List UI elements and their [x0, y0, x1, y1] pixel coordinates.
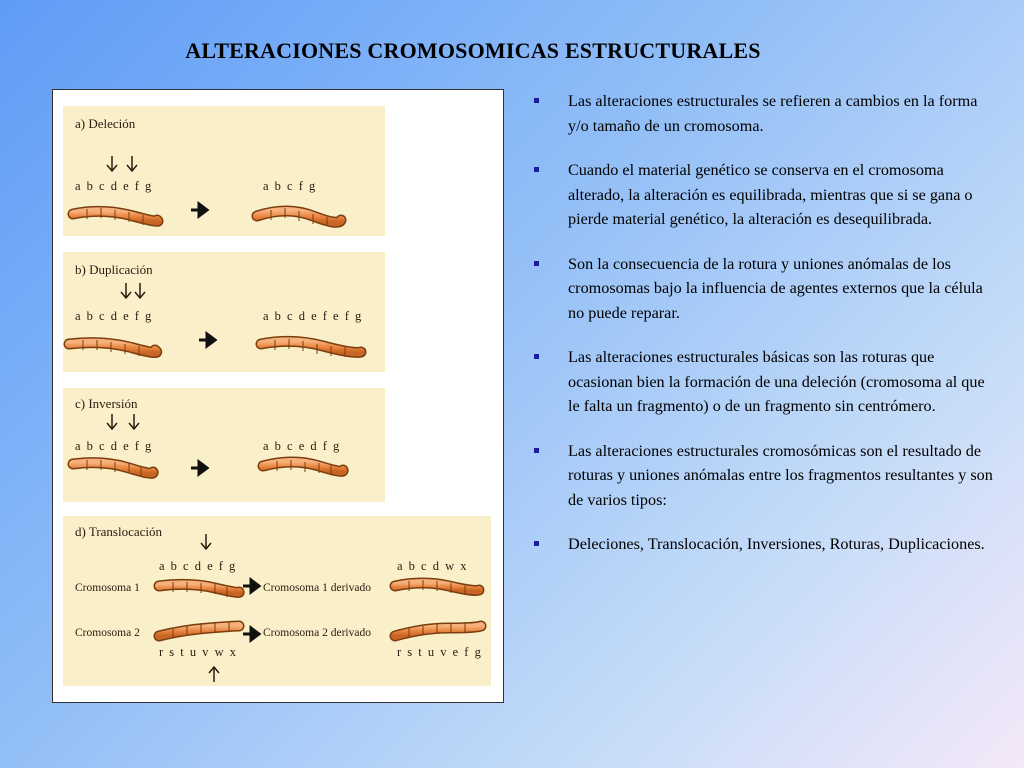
- sequence-after-duplicacion: a b c d e f e f g: [263, 309, 363, 323]
- bullet-item: [534, 532, 1000, 557]
- panel-translocacion: [63, 516, 491, 686]
- bullet-text: Son la consecuencia de la rotura y uniones anómalas de los cromosomas bajo la influencia de agentes externos que la célula no puede reparar.: [568, 254, 983, 322]
- square-bullet-icon: [534, 448, 539, 453]
- sequence-chrom1-after: a b c d w x: [397, 559, 468, 573]
- label-cromosoma-1-derivado: Cromosoma 1 derivado: [263, 582, 371, 594]
- bullet-text: Las alteraciones estructurales cromosómicas son el resultado de roturas y uniones anómalas entre los fragmentos resultantes y son de varios tipos:: [568, 441, 993, 509]
- bullet-text: Las alteraciones estructurales se refieren a cambios en la forma y/o tamaño de un cromosoma.: [568, 92, 978, 135]
- slide-title: ALTERACIONES CROMOSOMICAS ESTRUCTURALES: [185, 38, 761, 63]
- square-bullet-icon: [534, 167, 539, 172]
- bullet-text: Deleciones, Translocación, Inversiones, Roturas, Duplicaciones.: [568, 535, 985, 553]
- chromosome-alterations-figure: [52, 89, 504, 703]
- square-bullet-icon: [534, 354, 539, 359]
- figure-svg: [53, 90, 505, 704]
- sequence-before-delecion: a b c d e f g: [75, 179, 153, 193]
- square-bullet-icon: [534, 98, 539, 103]
- sequence-before-duplicacion: a b c d e f g: [75, 309, 153, 323]
- bullet-text: Cuando el material genético se conserva en el cromosoma alterado, la alteración es equilibrada, mientras que si se gana o pierde material genético, la alteración es desequilibrada.: [568, 161, 973, 228]
- sequence-after-delecion: a b c f g: [263, 179, 317, 193]
- square-bullet-icon: [534, 261, 539, 266]
- label-cromosoma-2: Cromosoma 2: [75, 627, 140, 639]
- bullet-item: [534, 439, 1000, 513]
- panel-label-inversion: c) Inversión: [75, 396, 138, 411]
- panel-label-translocacion: d) Translocación: [75, 524, 163, 539]
- label-cromosoma-1: Cromosoma 1: [75, 582, 140, 594]
- bullet-list: [534, 89, 1000, 577]
- sequence-before-inversion: a b c d e f g: [75, 439, 153, 453]
- sequence-chrom2-before: r s t u v w x: [159, 645, 238, 659]
- square-bullet-icon: [534, 541, 539, 546]
- bullet-item: [534, 158, 1000, 232]
- bullet-item: [534, 252, 1000, 326]
- sequence-chrom1-before: a b c d e f g: [159, 559, 237, 573]
- sequence-after-inversion: a b c e d f g: [263, 439, 341, 453]
- bullet-text: Las alteraciones estructurales básicas son las roturas que ocasionan bien la formación de una deleción (cromosoma al que le falta un fragmento) o de un fragmento sin centrómero.: [568, 348, 985, 415]
- panel-label-duplicacion: b) Duplicación: [75, 262, 153, 277]
- label-cromosoma-2-derivado: Cromosoma 2 derivado: [263, 627, 371, 639]
- bullet-item: [534, 345, 1000, 419]
- sequence-chrom2-after: r s t u v e f g: [397, 645, 483, 659]
- bullet-item: [534, 89, 1000, 138]
- panel-label-delecion: a) Deleción: [75, 116, 136, 131]
